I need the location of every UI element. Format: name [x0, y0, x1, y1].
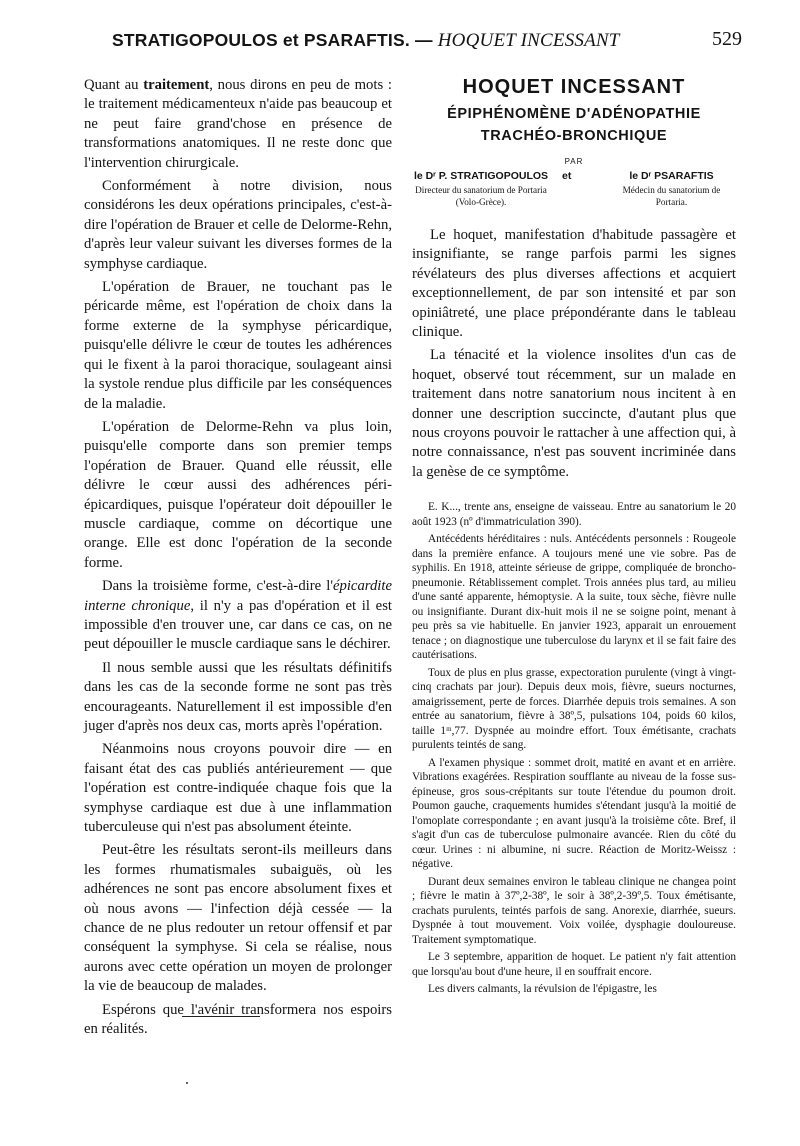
case-paragraph-course: Durant deux semaines environ le tableau clinique ne changea point ; fièvre le matin à 37º,2-38º, le soir à 38º,2-39º,5. Toux émétisante, crachats purulents, teintés parfois de sang. Anorexie, diarrhée, sueurs. Dyspnée à tout mouvement. Voix voilée, dysphagie douloureuse. Traitement symptomatique.	[412, 875, 736, 946]
paragraph-third-form	[84, 577, 392, 655]
paragraph-treatment	[84, 76, 392, 173]
text-span: Quant au	[84, 77, 144, 93]
print-speck	[186, 1082, 188, 1084]
intro-paragraph-1: Le hoquet, manifestation d'habitude passagère et insignifiante, se range parfois parmi les signes révélateurs des plus diverses affections et acquiert exceptionnellement, de par son intensité et par son opiniâtreté, une place prépondérante dans le tableau clinique.	[412, 227, 736, 341]
case-paragraph-exam: A l'examen physique : sommet droit, matité en avant et en arrière. Vibrations exagérées. Respiration soufflante au niveau de la fosse sus-épineuse, gros sous-crépitants sur toute l'étendue du poumon droit. Poumon gauche, craquements humides s'étendant jusqu'à la moitié de l'omoplate correspondante ; en avant jusqu'à la troisième côte. Bref, il s'agit d'un cas de tuberculose pulmonaire avancée. Rien du côté du cœur. Urines : ni albumine, ni sucre. Réaction de Moritz-Weissz : négative.	[412, 756, 736, 871]
author-conjunction: et	[562, 170, 572, 182]
author-name: le Dʳ P. STRATIGOPOULOS	[413, 170, 549, 182]
running-head	[112, 30, 742, 56]
article-intro	[412, 226, 736, 482]
running-head-title	[112, 30, 620, 52]
author-affiliation: Directeur du sanatorium de Portaria (Volo-Grèce).	[415, 185, 547, 207]
text-span: , nous dirons en peu de mots : le traitement médicamenteux n'aide pas beaucoup et ne peut faire grand'chose en présence de transformations anatomiques. Il ne reste donc que l'intervention chirurgicale.	[84, 77, 392, 171]
author-block	[412, 170, 736, 218]
paragraph-delorme-rehn: L'opération de Delorme-Rehn va plus loin, puisqu'elle comporte dans son premier temps l'opération de Brauer. Quand elle réussit, elle délivre le cœur aussi des adhérences péri-épicardiques, puisque l'opérateur doit dépouiller le muscle cardiaque, comme on décortique une orange. Elle est donc l'opération de la seconde forme.	[84, 418, 392, 571]
text-span: Dans la troisième forme, c'est-à-dire l'	[102, 578, 333, 595]
keyword-treatment: traitement	[143, 77, 210, 93]
article-subtitle-line2: TRACHÉO-BRONCHIQUE	[480, 128, 668, 144]
paragraph-brauer: L'opération de Brauer, ne touchant pas le péricarde même, est l'opération de choix dans la forme externe de la symphyse péricardique, puisqu'elle délivre le cœur de toutes les adhérences qui le fixent à la paroi thoracique, soulageant ainsi la systole rendue plus difficile par les conséquences de la maladie.	[84, 279, 392, 412]
intro-paragraph-2: La ténacité et la violence insolites d'un cas de hoquet, observé tout récemment, sur un malade en traitement dans notre sanatorium nous incitent à en donner une description succincte, d'autant plus que nous croyons pouvoir le rattacher à une affection qui, à notre connaissance, n'est pas souvent incriminée dans la genèse de ce symptôme.	[412, 347, 736, 480]
paragraph-results: Il nous semble aussi que les résultats définitifs dans les cas de la seconde forme ne sont pas très encourageants. Naturellement il est impossible d'en juger d'après nos deux cas, morts après l'opération.	[84, 659, 392, 734]
paragraph-operations: Conformément à notre division, nous considérons les deux opérations principales, c'est-à-dire l'opération de Brauer et celle de Delorme-Rehn, d'après leur valeur suivant les diverses formes de la symphyse cardiaque.	[84, 178, 392, 272]
author-stratigopoulos	[412, 170, 550, 208]
case-paragraph-symptoms: Toux de plus en plus grasse, expectoration purulente (vingt à vingt-cinq crachats par jour). Depuis deux mois, fièvre, sueurs nocturnes, amaigrissement, perte de forces. Diarrhée depuis trois semaines. A son entrée au sanatorium, fièvre à 38º,5, pulsations 104, poids 60 kilos, taille 1ᵐ,77. Dyspnée au moindre effort. Toux émétisante, crachats purulents teintés de sang.	[412, 666, 736, 752]
paragraph-conclusion: Espérons que l'avénir transformera nos espoirs en réalités.	[84, 1001, 392, 1038]
paragraph-contraindication: Néanmoins nous croyons pouvoir dire — en faisant état des cas publiés antérieurement — que l'opération est contre-indiquée chaque fois que la symphyse cardiaque est due à une inflammation tuberculeuse qui n'est pas absolument éteinte.	[84, 741, 392, 836]
case-paragraph-hiccup-onset: Le 3 septembre, apparition de hoquet. Le patient n'y fait attention que lorsqu'au bout d'une heure, il en souffrait encore.	[412, 951, 736, 978]
author-affiliation: Médecin du sanatorium de Portaria.	[622, 185, 721, 207]
author-psaraftis	[607, 170, 736, 208]
paragraph-rheumatic: Peut-être les résultats seront-ils meilleurs dans les formes rhumatismales subaiguës, où les adhérences ne sont pas encore absolument fixes et où nous avons — l'infection déjà cessée — la chance de ne plus redouter un retour offensif et par conséquent la symphyse. Si cela se réalise, nous aurons avec cette opération un moyen de prolonger la vie de beaucoup de malades.	[84, 842, 392, 995]
case-paragraph-identity: E. K..., trente ans, enseigne de vaisseau. Entre au sanatorium le 20 août 1923 (nº d'immatriculation 390).	[412, 501, 736, 528]
right-column	[412, 76, 736, 1000]
page-number: 529	[712, 28, 742, 50]
closing-rule	[182, 1016, 260, 1017]
article-title: HOQUET INCESSANT	[462, 76, 686, 98]
left-column	[84, 76, 392, 1044]
italic-term: épicardite interne chronique	[84, 578, 392, 614]
author-name: le Dʳ PSARAFTIS	[629, 170, 714, 182]
text-span: , il n'y a pas d'opération et il est impossible d'en trouver une, car dans ce cas, on ne peut dépouiller le muscle cardiaque sans le déchirer.	[84, 597, 392, 653]
case-paragraph-history: Antécédents héréditaires : nuls. Antécédents personnels : Rougeole dans la première enfance. A toujours mené une vie sobre. Pas de syphilis. En 1918, atteinte sérieuse de grippe, compliquée de broncho-pneumonie. Rétablissement complet. Trois années plus tard, au milieu d'une santé apparente, hémoptysie. A la suite, toux sèche, fièvre nulle ou insignifiante. Durant dix-huit mois il ne se soigne point, menant à peu près sa vie habituelle. En janvier 1923, apparait un enrouement tenace ; on diagnostique une tuberculose du larynx et il se fait faire des cautérisations.	[412, 533, 736, 662]
article-subtitle-line1: ÉPIPHÉNOMÈNE D'ADÉNOPATHIE	[447, 106, 701, 122]
case-report	[412, 500, 736, 997]
running-head-dash: —	[409, 30, 438, 50]
running-head-subtitle: HOQUET INCESSANT	[437, 30, 620, 51]
byline-par: PAR	[564, 157, 584, 166]
case-paragraph-calmatives: Les divers calmants, la révulsion de l'épigastre, les	[428, 983, 657, 996]
running-head-authors: STRATIGOPOULOS et PSARAFTIS.	[112, 30, 410, 50]
